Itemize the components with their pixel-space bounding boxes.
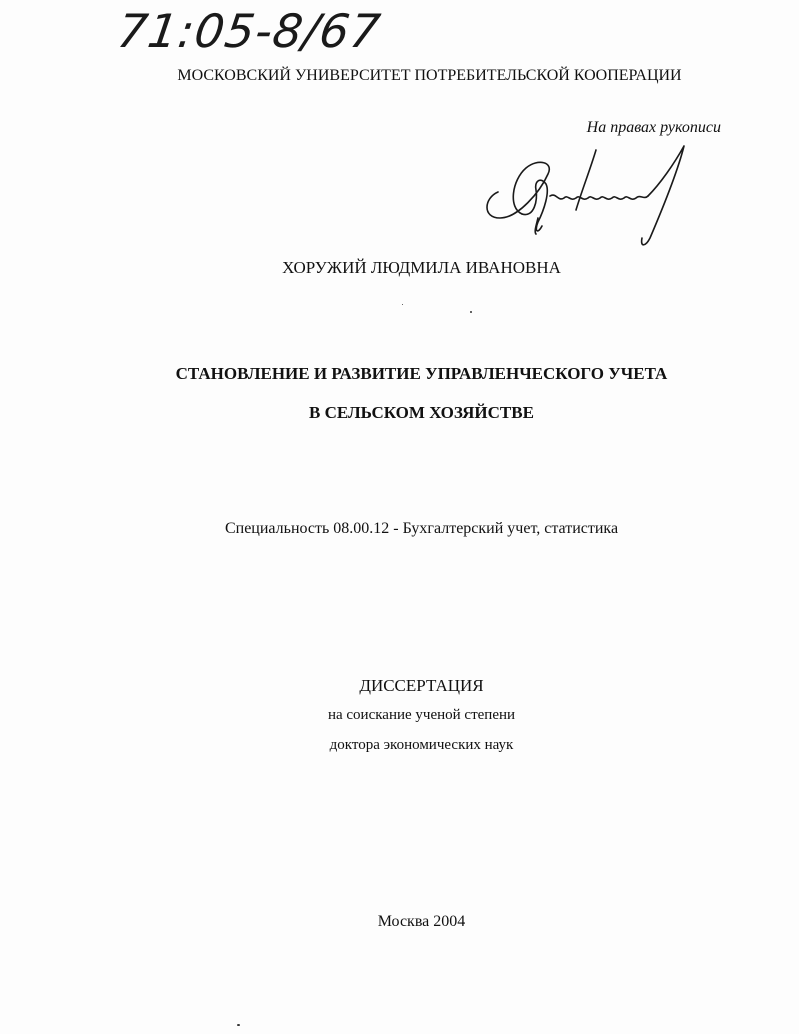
handwritten-signature: [478, 140, 708, 252]
university-name: МОСКОВСКИЙ УНИВЕРСИТЕТ ПОТРЕБИТЕЛЬСКОЙ КООПЕРАЦИИ: [177, 67, 682, 84]
scan-speck: [237, 1024, 240, 1026]
specialty-line: Специальность 08.00.12 - Бухгалтерский учет, статистика: [224, 520, 619, 537]
degree-line-2: доктора экономических наук: [329, 737, 514, 753]
degree-line-1: на соискание ученой степени: [327, 707, 516, 723]
document-type: ДИССЕРТАЦИЯ: [359, 676, 484, 695]
manuscript-note: На правах рукописи: [586, 119, 721, 136]
dissertation-title-line-2: В СЕЛЬСКОМ ХОЗЯЙСТВЕ: [309, 403, 534, 422]
city-year: Москва 2004: [377, 913, 466, 930]
archive-code: 71:05-8/67: [114, 4, 385, 58]
dissertation-title-line-1: СТАНОВЛЕНИЕ И РАЗВИТИЕ УПРАВЛЕНЧЕСКОГО УЧЕТА: [175, 364, 668, 383]
author-name: ХОРУЖИЙ ЛЮДМИЛА ИВАНОВНА: [282, 258, 561, 277]
scan-speck: [470, 311, 472, 313]
scan-speck: [402, 304, 403, 305]
